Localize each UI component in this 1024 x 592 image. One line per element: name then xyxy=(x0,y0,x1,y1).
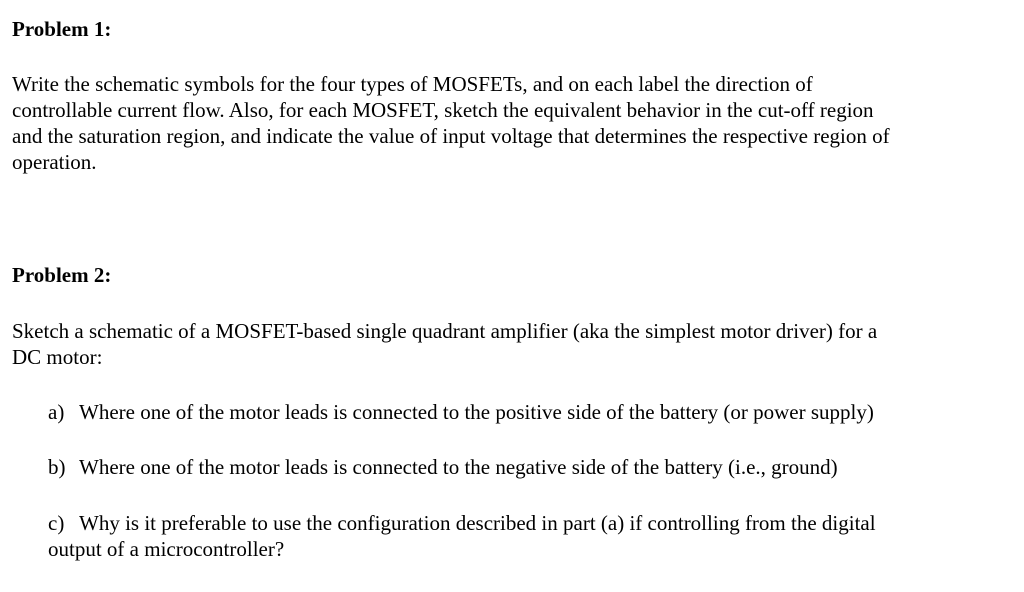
list-marker: a) xyxy=(48,400,65,424)
list-marker: c) xyxy=(48,511,65,535)
text-line: Write the schematic symbols for the four types of MOSFETs, and on each label the direction of xyxy=(12,72,813,96)
list-item-a xyxy=(48,399,1008,425)
text-line: DC motor: xyxy=(12,345,103,369)
text-line: Where one of the motor leads is connected to the positive side of the battery (or power supply) xyxy=(79,400,874,424)
text-line: Why is it preferable to use the configuration described in part (a) if controlling from the digital xyxy=(79,511,876,535)
text-line: Sketch a schematic of a MOSFET-based single quadrant amplifier (aka the simplest motor driver) for a xyxy=(12,319,878,343)
problem1-body xyxy=(12,71,1012,175)
text-line: operation. xyxy=(12,150,97,174)
problem2-heading: Problem 2: xyxy=(12,263,112,287)
problem2-body xyxy=(12,318,1012,370)
text-line: output of a microcontroller? xyxy=(48,537,285,561)
text-line: Where one of the motor leads is connected to the negative side of the battery (i.e., ground) xyxy=(79,455,838,479)
list-marker: b) xyxy=(48,455,66,479)
list-item-c xyxy=(48,510,1008,562)
list-item-b xyxy=(48,454,1008,480)
text-line: controllable current flow. Also, for each MOSFET, sketch the equivalent behavior in the cut-off region xyxy=(12,98,874,122)
text-line: and the saturation region, and indicate the value of input voltage that determines the respective region of xyxy=(12,124,890,148)
problem1-heading: Problem 1: xyxy=(12,17,112,41)
